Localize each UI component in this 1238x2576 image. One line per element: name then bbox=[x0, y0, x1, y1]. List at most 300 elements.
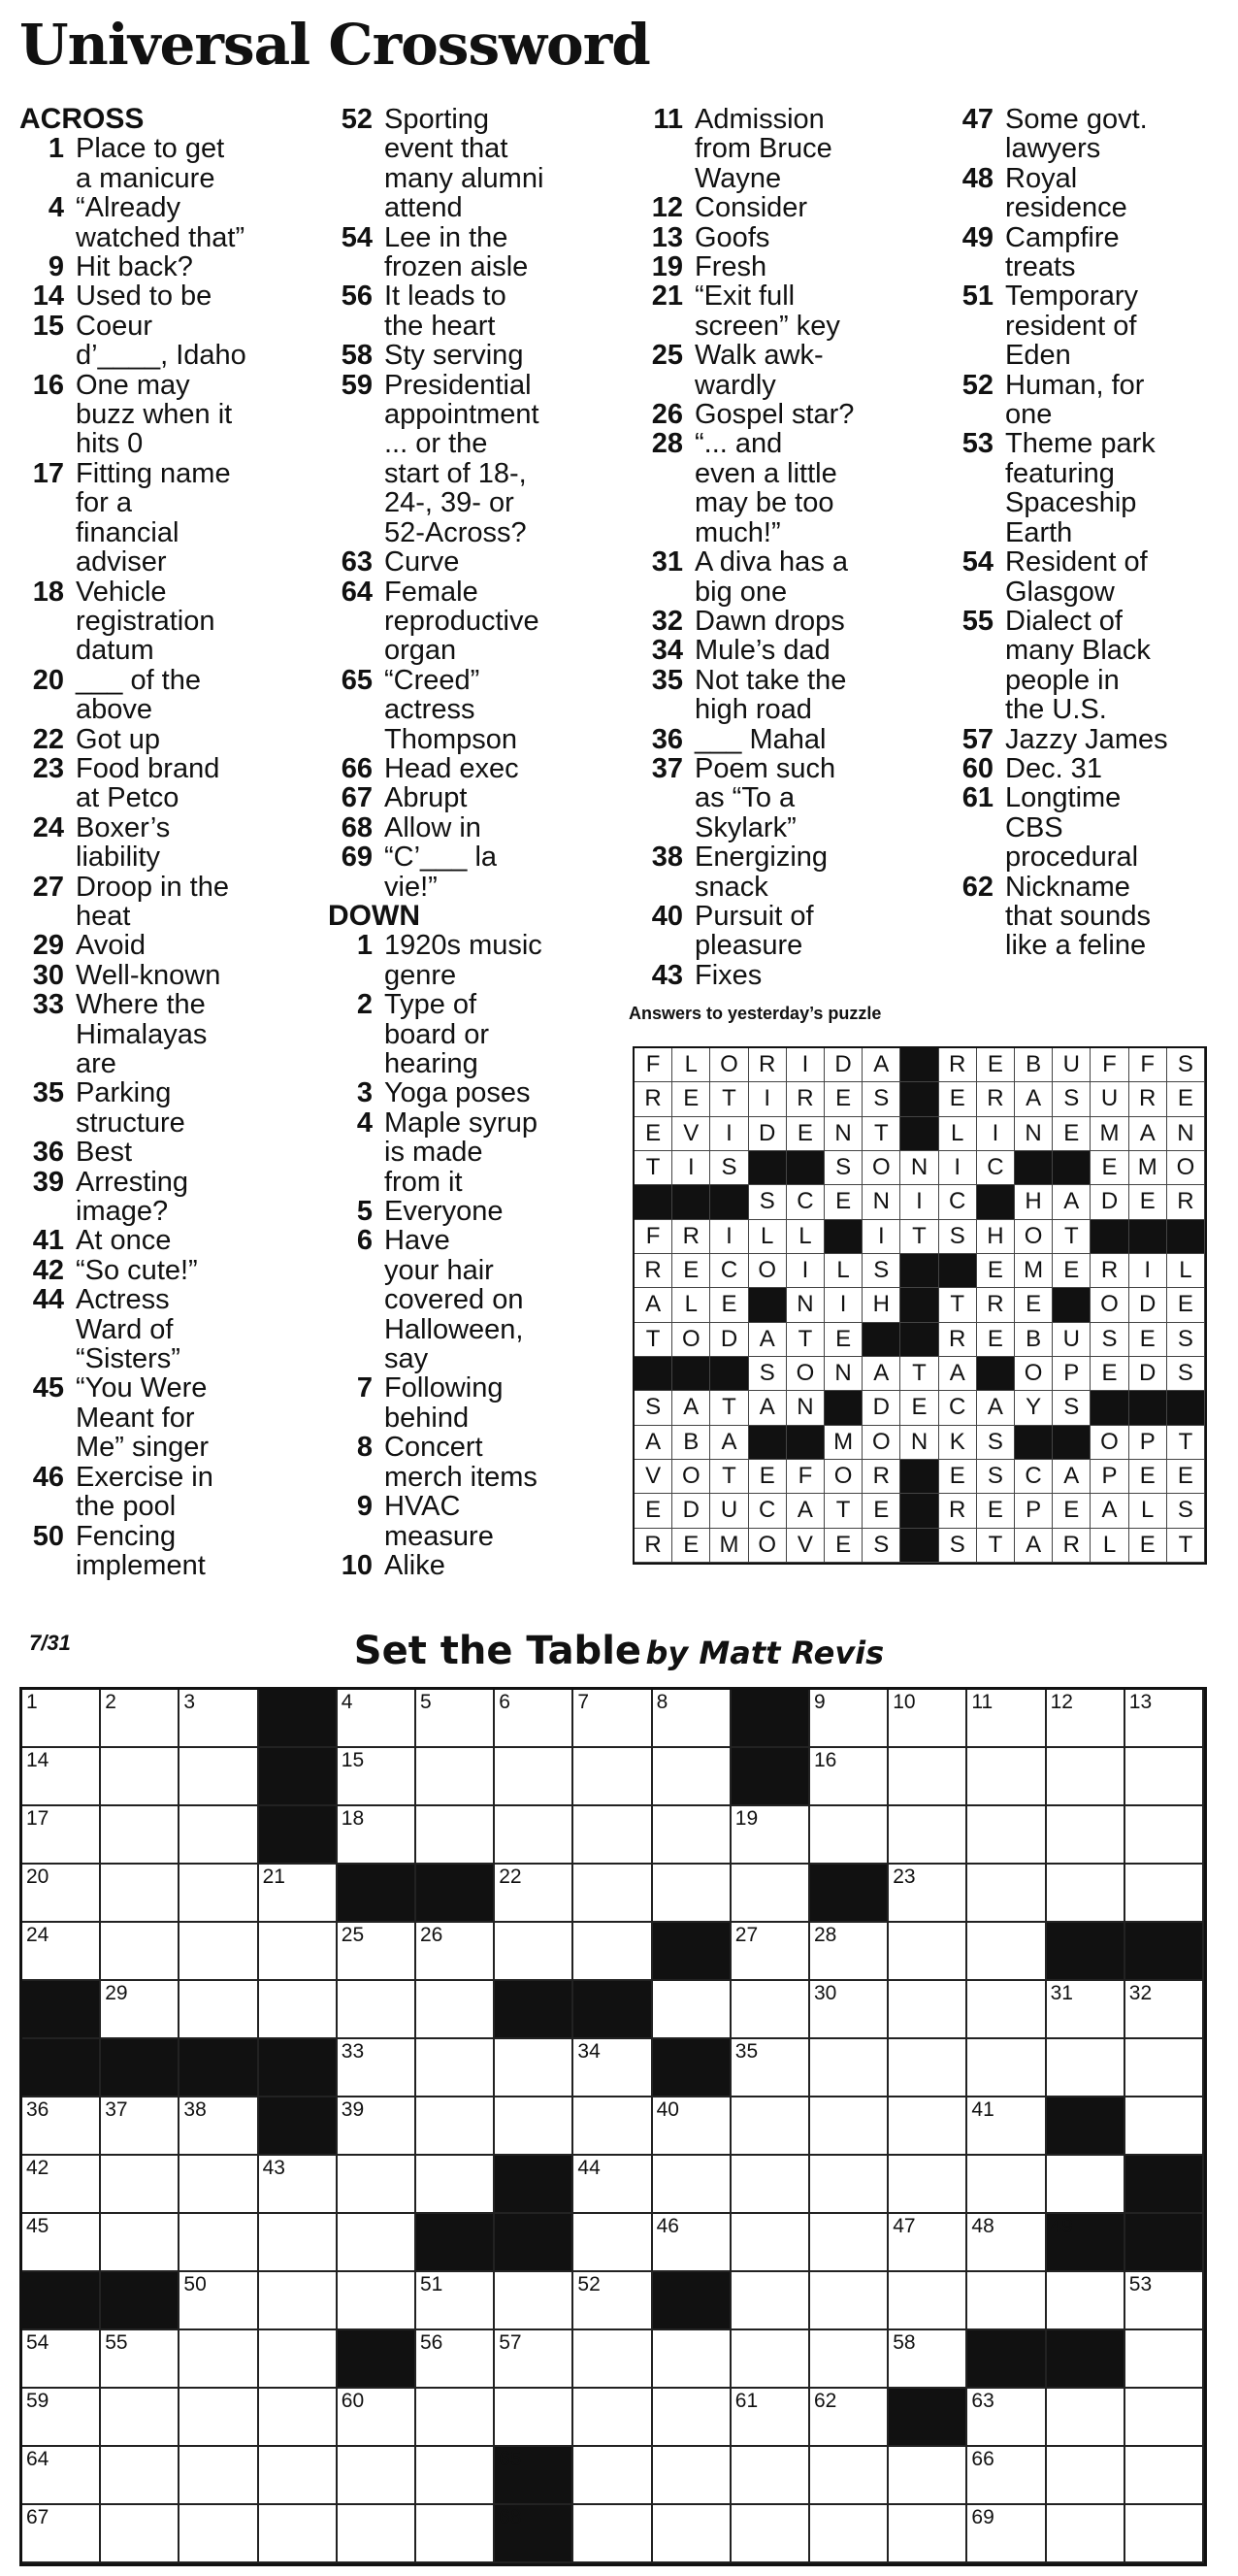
grid-cell[interactable] bbox=[967, 2097, 1046, 2156]
clue-item bbox=[949, 754, 1238, 783]
grid-cell[interactable] bbox=[653, 2505, 732, 2563]
answer-letter: N bbox=[900, 1426, 938, 1460]
grid-cell[interactable] bbox=[101, 2447, 179, 2505]
clue-text: Earth bbox=[1005, 516, 1073, 548]
clue-number: 54 bbox=[961, 546, 994, 578]
grid-cell[interactable] bbox=[810, 1981, 889, 2039]
clue-text: buzz when it bbox=[76, 399, 233, 431]
clue-item bbox=[328, 1551, 634, 1580]
grid-cell[interactable] bbox=[179, 2330, 258, 2389]
cell-number: 59 bbox=[26, 2390, 49, 2412]
cell-number: 53 bbox=[1128, 2273, 1153, 2295]
grid-cell[interactable] bbox=[889, 2097, 967, 2156]
grid-cell[interactable] bbox=[22, 1865, 101, 1923]
grid-cell[interactable] bbox=[1125, 2272, 1204, 2330]
grid-cell[interactable] bbox=[416, 2505, 495, 2563]
grid-cell[interactable] bbox=[889, 2505, 967, 2563]
grid-cell[interactable] bbox=[259, 1981, 338, 2039]
grid-cell[interactable] bbox=[495, 2272, 573, 2330]
grid-cell[interactable] bbox=[179, 2505, 258, 2563]
clue-text: actress bbox=[384, 694, 475, 726]
grid-cell[interactable] bbox=[416, 1981, 495, 2039]
grid-cell[interactable] bbox=[338, 1923, 416, 1981]
grid-cell[interactable] bbox=[573, 2272, 652, 2330]
grid-cell[interactable] bbox=[967, 2214, 1046, 2272]
grid-cell[interactable] bbox=[338, 2156, 416, 2214]
grid-cell[interactable] bbox=[732, 2330, 810, 2389]
grid-cell[interactable] bbox=[22, 1923, 101, 1981]
grid-cell[interactable] bbox=[810, 2505, 889, 2563]
grid-cell[interactable] bbox=[653, 2214, 732, 2272]
answer-letter: R bbox=[863, 1460, 900, 1494]
answer-letter: R bbox=[749, 1048, 787, 1082]
grid-cell[interactable] bbox=[416, 2447, 495, 2505]
grid-cell[interactable] bbox=[1125, 2505, 1204, 2563]
grid-cell[interactable] bbox=[810, 2214, 889, 2272]
clue-text: as “To a bbox=[695, 782, 796, 814]
grid-cell[interactable] bbox=[416, 2389, 495, 2447]
grid-cell[interactable] bbox=[573, 2447, 652, 2505]
grid-cell[interactable] bbox=[22, 2330, 101, 2389]
grid-cell[interactable] bbox=[967, 1748, 1046, 1806]
grid-cell[interactable] bbox=[495, 2039, 573, 2097]
clue-item bbox=[19, 252, 325, 281]
grid-cell[interactable] bbox=[889, 2447, 967, 2505]
grid-cell[interactable] bbox=[653, 2389, 732, 2447]
grid-cell[interactable] bbox=[22, 1748, 101, 1806]
clue-item bbox=[19, 134, 325, 193]
grid-cell[interactable] bbox=[1125, 1806, 1204, 1865]
grid-cell[interactable] bbox=[732, 2272, 810, 2330]
clue-number: 59 bbox=[341, 369, 373, 401]
clue-text: ... or the bbox=[384, 428, 488, 460]
grid-cell[interactable] bbox=[732, 2389, 810, 2447]
grid-cell[interactable] bbox=[573, 2505, 652, 2563]
grid-black-square bbox=[1047, 2330, 1125, 2389]
clue-text: are bbox=[76, 1048, 116, 1079]
grid-cell[interactable] bbox=[653, 1806, 732, 1865]
grid-cell[interactable] bbox=[967, 2272, 1046, 2330]
grid-cell[interactable] bbox=[338, 1981, 416, 2039]
answer-letter: E bbox=[672, 1529, 710, 1563]
clue-item bbox=[328, 666, 634, 754]
answer-letter: E bbox=[635, 1117, 672, 1151]
clue-text: your hair bbox=[384, 1254, 494, 1286]
grid-cell[interactable] bbox=[495, 1923, 573, 1981]
grid-cell[interactable] bbox=[573, 1806, 652, 1865]
clue-item bbox=[638, 193, 944, 222]
grid-cell[interactable] bbox=[653, 2156, 732, 2214]
grid-cell[interactable] bbox=[179, 2389, 258, 2447]
grid-cell[interactable] bbox=[1047, 1806, 1125, 1865]
grid-cell[interactable] bbox=[101, 1981, 179, 2039]
grid-cell[interactable] bbox=[259, 2505, 338, 2563]
grid-cell[interactable] bbox=[967, 1981, 1046, 2039]
grid-cell[interactable] bbox=[101, 2389, 179, 2447]
answer-letter: T bbox=[635, 1151, 672, 1185]
grid-cell[interactable] bbox=[259, 2389, 338, 2447]
grid-cell[interactable] bbox=[22, 2505, 101, 2563]
answer-letter: O bbox=[1167, 1151, 1205, 1185]
grid-cell[interactable] bbox=[179, 2156, 258, 2214]
grid-cell[interactable] bbox=[732, 2097, 810, 2156]
grid-cell[interactable] bbox=[573, 1748, 652, 1806]
grid-cell[interactable] bbox=[101, 2097, 179, 2156]
grid-cell[interactable] bbox=[416, 2272, 495, 2330]
grid-cell[interactable] bbox=[732, 1806, 810, 1865]
grid-cell[interactable] bbox=[179, 1923, 258, 1981]
grid-cell[interactable] bbox=[889, 2272, 967, 2330]
clue-text: Vehicle bbox=[76, 576, 167, 608]
grid-cell[interactable] bbox=[1047, 2039, 1125, 2097]
grid-cell[interactable] bbox=[967, 1806, 1046, 1865]
clue-number: 16 bbox=[32, 369, 64, 401]
clue-text: Have bbox=[384, 1225, 450, 1257]
grid-cell[interactable] bbox=[1125, 1865, 1204, 1923]
grid-cell[interactable] bbox=[889, 1923, 967, 1981]
grid-cell[interactable] bbox=[259, 2214, 338, 2272]
cell-number: 56 bbox=[419, 2331, 443, 2354]
clue-text: like a feline bbox=[1005, 930, 1147, 962]
answer-letter: O bbox=[749, 1254, 787, 1288]
grid-cell[interactable] bbox=[416, 2039, 495, 2097]
grid-cell[interactable] bbox=[653, 1690, 732, 1748]
grid-cell[interactable] bbox=[653, 2330, 732, 2389]
clue-number: 23 bbox=[32, 752, 64, 784]
clue-number: 38 bbox=[651, 842, 683, 874]
answer-letter: F bbox=[635, 1048, 672, 1082]
grid-cell[interactable] bbox=[101, 2505, 179, 2563]
cell-number: 64 bbox=[26, 2448, 49, 2470]
answer-black-square bbox=[825, 1391, 863, 1425]
cell-number: 24 bbox=[26, 1924, 49, 1946]
grid-cell[interactable] bbox=[416, 1690, 495, 1748]
grid-cell[interactable] bbox=[1125, 2097, 1204, 2156]
grid-cell[interactable] bbox=[810, 1923, 889, 1981]
clue-number: 36 bbox=[651, 723, 683, 755]
grid-cell[interactable] bbox=[259, 1923, 338, 1981]
answer-letter: B bbox=[1015, 1048, 1053, 1082]
clue-text: residence bbox=[1005, 192, 1127, 224]
grid-cell[interactable] bbox=[338, 2097, 416, 2156]
cell-number: 6 bbox=[499, 1691, 510, 1713]
grid-cell[interactable] bbox=[338, 2389, 416, 2447]
grid-cell[interactable] bbox=[732, 1981, 810, 2039]
grid-cell[interactable] bbox=[259, 2156, 338, 2214]
clue-text: lawyers bbox=[1005, 133, 1101, 165]
answer-black-square bbox=[710, 1185, 748, 1219]
grid-cell[interactable] bbox=[101, 2156, 179, 2214]
grid-cell[interactable] bbox=[495, 2097, 573, 2156]
grid-cell[interactable] bbox=[179, 2447, 258, 2505]
grid-cell[interactable] bbox=[573, 1865, 652, 1923]
answer-letter: E bbox=[900, 1391, 938, 1425]
grid-cell[interactable] bbox=[732, 2505, 810, 2563]
clue-item bbox=[638, 429, 944, 547]
clue-text: One may bbox=[76, 369, 190, 401]
grid-cell[interactable] bbox=[653, 1865, 732, 1923]
answer-letter: D bbox=[749, 1117, 787, 1151]
answer-black-square bbox=[1015, 1151, 1053, 1185]
clue-item bbox=[19, 931, 325, 960]
clue-item bbox=[949, 873, 1238, 961]
grid-cell[interactable] bbox=[338, 2214, 416, 2272]
grid-cell[interactable] bbox=[22, 2214, 101, 2272]
answer-letter: I bbox=[939, 1151, 977, 1185]
grid-cell[interactable] bbox=[495, 1806, 573, 1865]
answer-letter: E bbox=[825, 1185, 863, 1219]
clue-text: Fencing bbox=[76, 1520, 177, 1552]
answer-letter: L bbox=[1129, 1494, 1167, 1528]
grid-cell[interactable] bbox=[338, 2505, 416, 2563]
answer-letter: O bbox=[863, 1151, 900, 1185]
grid-cell[interactable] bbox=[1047, 2156, 1125, 2214]
grid-cell[interactable] bbox=[889, 2330, 967, 2389]
answer-letter: M bbox=[1015, 1254, 1053, 1288]
grid-cell[interactable] bbox=[101, 1806, 179, 1865]
grid-cell[interactable] bbox=[416, 2156, 495, 2214]
answer-letter: P bbox=[1129, 1426, 1167, 1460]
grid-cell[interactable] bbox=[22, 1690, 101, 1748]
grid-cell[interactable] bbox=[889, 1806, 967, 1865]
grid-cell[interactable] bbox=[495, 1690, 573, 1748]
answer-black-square bbox=[787, 1426, 825, 1460]
grid-black-square bbox=[495, 2156, 573, 2214]
page-title: Universal Crossword bbox=[19, 12, 650, 78]
clue-item bbox=[19, 459, 325, 578]
grid-cell[interactable] bbox=[179, 1748, 258, 1806]
grid-cell[interactable] bbox=[259, 2330, 338, 2389]
grid-black-square bbox=[101, 2272, 179, 2330]
grid-cell[interactable] bbox=[573, 2097, 652, 2156]
grid-cell[interactable] bbox=[573, 1690, 652, 1748]
grid-cell[interactable] bbox=[416, 1748, 495, 1806]
grid-cell[interactable] bbox=[573, 2389, 652, 2447]
grid-cell[interactable] bbox=[653, 1981, 732, 2039]
grid-cell[interactable] bbox=[416, 1806, 495, 1865]
grid-cell[interactable] bbox=[495, 2389, 573, 2447]
clue-number: 9 bbox=[48, 251, 64, 283]
grid-cell[interactable] bbox=[101, 1690, 179, 1748]
answer-letter: E bbox=[939, 1460, 977, 1494]
grid-cell[interactable] bbox=[810, 1806, 889, 1865]
answer-letter: O bbox=[1091, 1288, 1128, 1322]
clue-item bbox=[19, 754, 325, 813]
grid-cell[interactable] bbox=[732, 1865, 810, 1923]
grid-cell[interactable] bbox=[810, 1690, 889, 1748]
answer-letter: E bbox=[1129, 1460, 1167, 1494]
grid-cell[interactable] bbox=[101, 1865, 179, 1923]
grid-cell[interactable] bbox=[810, 2447, 889, 2505]
grid-cell[interactable] bbox=[259, 2272, 338, 2330]
answer-letter: D bbox=[863, 1391, 900, 1425]
cell-number: 63 bbox=[971, 2390, 994, 2412]
grid-cell[interactable] bbox=[1125, 1981, 1204, 2039]
grid-cell[interactable] bbox=[810, 2272, 889, 2330]
grid-cell[interactable] bbox=[495, 1865, 573, 1923]
grid-cell[interactable] bbox=[967, 2156, 1046, 2214]
clue-item bbox=[638, 666, 944, 725]
clue-number: 53 bbox=[961, 428, 994, 460]
grid-cell[interactable] bbox=[889, 1748, 967, 1806]
grid-cell[interactable] bbox=[495, 2330, 573, 2389]
grid-cell[interactable] bbox=[101, 1748, 179, 1806]
grid-cell[interactable] bbox=[653, 2447, 732, 2505]
grid-cell[interactable] bbox=[101, 2214, 179, 2272]
grid-cell[interactable] bbox=[967, 2039, 1046, 2097]
clue-number: 14 bbox=[32, 281, 64, 313]
cell-number: 23 bbox=[893, 1866, 916, 1888]
cell-number: 3 bbox=[183, 1691, 196, 1713]
clue-text: Sporting bbox=[384, 104, 490, 135]
cell-number: 17 bbox=[26, 1807, 49, 1830]
grid-black-square bbox=[1125, 1923, 1204, 1981]
clue-item bbox=[19, 1256, 325, 1285]
grid-cell[interactable] bbox=[889, 2039, 967, 2097]
grid-cell[interactable] bbox=[179, 2214, 258, 2272]
grid-cell[interactable] bbox=[810, 2097, 889, 2156]
grid-cell[interactable] bbox=[259, 1865, 338, 1923]
answer-black-square bbox=[900, 1288, 938, 1322]
grid-cell[interactable] bbox=[259, 2447, 338, 2505]
clue-text: watched that” bbox=[76, 221, 245, 253]
grid-cell[interactable] bbox=[810, 2039, 889, 2097]
answer-letter: S bbox=[863, 1082, 900, 1116]
grid-cell[interactable] bbox=[338, 2272, 416, 2330]
grid-cell[interactable] bbox=[1125, 1690, 1204, 1748]
cell-number: 54 bbox=[26, 2331, 49, 2354]
grid-cell[interactable] bbox=[653, 1748, 732, 1806]
clue-text: “Sisters” bbox=[76, 1343, 180, 1375]
grid-cell[interactable] bbox=[967, 1690, 1046, 1748]
grid-cell[interactable] bbox=[1125, 1748, 1204, 1806]
grid-cell[interactable] bbox=[810, 2389, 889, 2447]
grid-cell[interactable] bbox=[1047, 1748, 1125, 1806]
grid-cell[interactable] bbox=[967, 2389, 1046, 2447]
grid-cell[interactable] bbox=[573, 2330, 652, 2389]
clue-item bbox=[638, 341, 944, 400]
grid-cell[interactable] bbox=[889, 1690, 967, 1748]
grid-cell[interactable] bbox=[1047, 2389, 1125, 2447]
answer-black-square bbox=[635, 1185, 672, 1219]
clue-item bbox=[328, 1197, 634, 1226]
grid-cell[interactable] bbox=[967, 1865, 1046, 1923]
grid-cell[interactable] bbox=[416, 2097, 495, 2156]
grid-cell[interactable] bbox=[1125, 2389, 1204, 2447]
grid-cell[interactable] bbox=[179, 2097, 258, 2156]
grid-cell[interactable] bbox=[1047, 2505, 1125, 2563]
grid-cell[interactable] bbox=[967, 2505, 1046, 2563]
grid-cell[interactable] bbox=[1047, 2447, 1125, 2505]
grid-cell[interactable] bbox=[338, 2039, 416, 2097]
grid-cell[interactable] bbox=[889, 1981, 967, 2039]
grid-cell[interactable] bbox=[732, 2156, 810, 2214]
clue-text: Avoid bbox=[76, 930, 147, 962]
grid-cell[interactable] bbox=[338, 1690, 416, 1748]
cell-number: 65 bbox=[499, 2448, 522, 2470]
grid-cell[interactable] bbox=[1125, 2447, 1204, 2505]
grid-cell[interactable] bbox=[495, 1748, 573, 1806]
clue-number: 58 bbox=[341, 340, 373, 372]
grid-cell[interactable] bbox=[573, 2039, 652, 2097]
answer-black-square bbox=[672, 1185, 710, 1219]
grid-cell[interactable] bbox=[889, 1865, 967, 1923]
answer-black-square bbox=[1091, 1391, 1128, 1425]
clue-number: 29 bbox=[32, 930, 64, 962]
grid-cell[interactable] bbox=[967, 2447, 1046, 2505]
grid-cell[interactable] bbox=[732, 1923, 810, 1981]
clue-item bbox=[638, 961, 944, 990]
grid-cell[interactable] bbox=[22, 2156, 101, 2214]
clue-text: Well-known bbox=[76, 959, 221, 991]
grid-cell[interactable] bbox=[732, 2214, 810, 2272]
grid-cell[interactable] bbox=[1047, 1865, 1125, 1923]
cell-number: 55 bbox=[105, 2331, 128, 2354]
grid-cell[interactable] bbox=[179, 1806, 258, 1865]
clue-item bbox=[328, 223, 634, 282]
clue-item bbox=[949, 547, 1238, 607]
clue-text: Wayne bbox=[695, 162, 782, 194]
grid-cell[interactable] bbox=[653, 2097, 732, 2156]
answer-letter: A bbox=[1091, 1494, 1128, 1528]
clue-number: 34 bbox=[651, 635, 683, 667]
grid-black-square bbox=[22, 2272, 101, 2330]
grid-cell[interactable] bbox=[967, 1923, 1046, 1981]
grid-cell[interactable] bbox=[101, 2330, 179, 2389]
clue-item bbox=[328, 1433, 634, 1492]
grid-cell[interactable] bbox=[416, 2330, 495, 2389]
clue-number: 40 bbox=[651, 900, 683, 932]
answer-letter: T bbox=[900, 1220, 938, 1254]
grid-cell[interactable] bbox=[22, 1806, 101, 1865]
grid-cell[interactable] bbox=[101, 1923, 179, 1981]
grid-cell[interactable] bbox=[179, 1865, 258, 1923]
grid-cell[interactable] bbox=[338, 1806, 416, 1865]
answer-letter: S bbox=[1053, 1391, 1091, 1425]
grid-cell[interactable] bbox=[416, 1923, 495, 1981]
grid-cell[interactable] bbox=[1047, 1690, 1125, 1748]
clue-text: the heart bbox=[384, 310, 496, 342]
grid-cell[interactable] bbox=[810, 1748, 889, 1806]
grid-cell[interactable] bbox=[810, 2156, 889, 2214]
grid-cell[interactable] bbox=[22, 2389, 101, 2447]
grid-cell[interactable] bbox=[179, 1690, 258, 1748]
grid-cell[interactable] bbox=[1047, 2272, 1125, 2330]
grid-cell[interactable] bbox=[732, 2039, 810, 2097]
grid-cell[interactable] bbox=[732, 2447, 810, 2505]
grid-cell[interactable] bbox=[1125, 2330, 1204, 2389]
clue-text: Poem such bbox=[695, 752, 836, 784]
grid-cell[interactable] bbox=[573, 1923, 652, 1981]
grid-cell[interactable] bbox=[573, 2214, 652, 2272]
grid-cell[interactable] bbox=[1125, 2039, 1204, 2097]
grid-cell[interactable] bbox=[179, 1981, 258, 2039]
grid-cell[interactable] bbox=[338, 2447, 416, 2505]
grid-cell[interactable] bbox=[179, 2272, 258, 2330]
clue-text: Theme park bbox=[1005, 428, 1156, 460]
grid-cell[interactable] bbox=[338, 1748, 416, 1806]
clue-item bbox=[328, 371, 634, 547]
grid-cell[interactable] bbox=[1047, 1981, 1125, 2039]
grid-cell[interactable] bbox=[573, 2156, 652, 2214]
grid-black-square bbox=[495, 2447, 573, 2505]
grid-cell[interactable] bbox=[810, 2330, 889, 2389]
grid-cell[interactable] bbox=[889, 2214, 967, 2272]
grid-cell[interactable] bbox=[889, 2156, 967, 2214]
grid-cell[interactable] bbox=[22, 2447, 101, 2505]
clue-text: “C’___ la bbox=[384, 842, 498, 874]
grid-cell[interactable] bbox=[22, 2097, 101, 2156]
